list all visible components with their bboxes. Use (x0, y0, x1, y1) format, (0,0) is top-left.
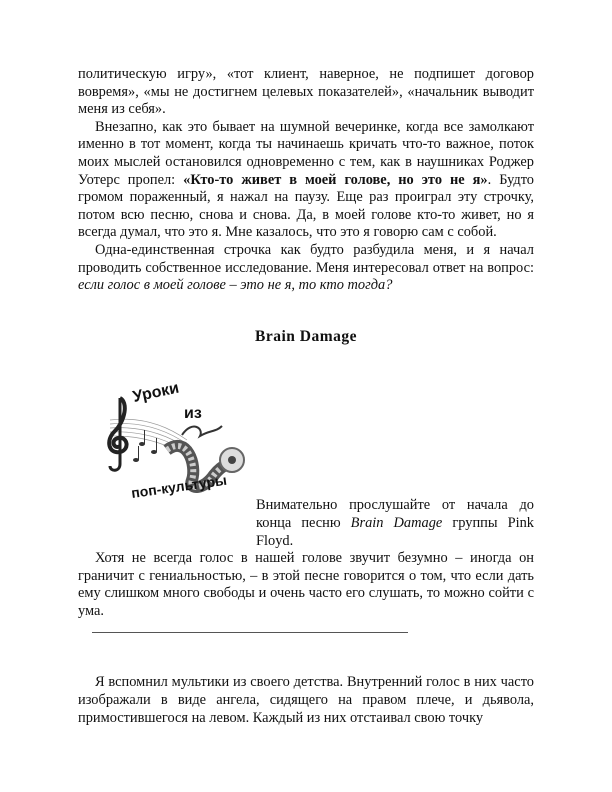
logo-text-mid: из (184, 405, 202, 423)
logo-text-bottom: поп-культуры (130, 472, 228, 502)
question-italic: если голос в моей голове – это не я, то кто тогда? (78, 277, 393, 294)
paragraph-2-end: . Будто громом пораженный, я нажал на паузу. Еще раз проиграл эту строчку, потом всю песню, снова и снова. Да, в моей голове кто-то живет, но я всегда думал, что это я. Мне казалось, что это я говорю сам с собой. (78, 171, 535, 241)
paragraph-4-start: Внимательно прослушайте от начала до конца песню (256, 497, 534, 531)
section-heading: Brain Damage (254, 327, 357, 345)
logo-block (78, 376, 534, 514)
logo-text-top: Уроки (131, 380, 181, 407)
paragraph-2-start: Внезапно, как это бывает на шумной вечеринке, когда все замолкают именно в тот момент, когда ты начинаешь кричать что-то важное, поток моих мыслей остановился одновременно с тем, как в наушниках Роджер Уотерс пропел: (78, 118, 534, 188)
paragraph-6: Я вспомнил мультики из своего детства. Внутренний голос в них часто изображали в виде ангела, сидящего на правом плече, и дьявола, примостившегося на левом. Каждый из них отстаивал свою точку (78, 674, 534, 726)
horizontal-rule (92, 632, 408, 633)
music-notes-icon (133, 430, 157, 462)
lyric-quote: «Кто-то живет в моей голове, но это не я» (183, 171, 488, 188)
paragraph-1: политическую игру», «тот клиент, наверное, не подпишет договор вовремя», «мы не достигнем целевых показателей», «начальник выводит меня из себя». (78, 66, 534, 118)
paragraph-2 (78, 119, 534, 242)
swirl-ornament-icon (182, 426, 222, 436)
paragraph-4-end: группы Pink Floyd. (256, 514, 534, 549)
film-reel-icon (220, 448, 244, 472)
treble-clef-icon (109, 398, 126, 470)
paragraph-3-start: Одна-единственная строчка как будто разбудила меня, и я начал проводить собственное исследование. Меня интересовал ответ на вопрос: (78, 241, 534, 276)
paragraph-5: Хотя не всегда голос в нашей голове звучит безумно – иногда он граничит с гениальностью, – в этой песне говорится о том, что если дать ему слишком много свободы и очень часто его слушать, то можно сойти с ума. (78, 550, 534, 619)
paragraph-3 (78, 242, 534, 295)
song-title-italic: Brain Damage (350, 514, 443, 531)
pop-culture-lessons-logo (92, 380, 254, 504)
document-page (78, 66, 534, 727)
